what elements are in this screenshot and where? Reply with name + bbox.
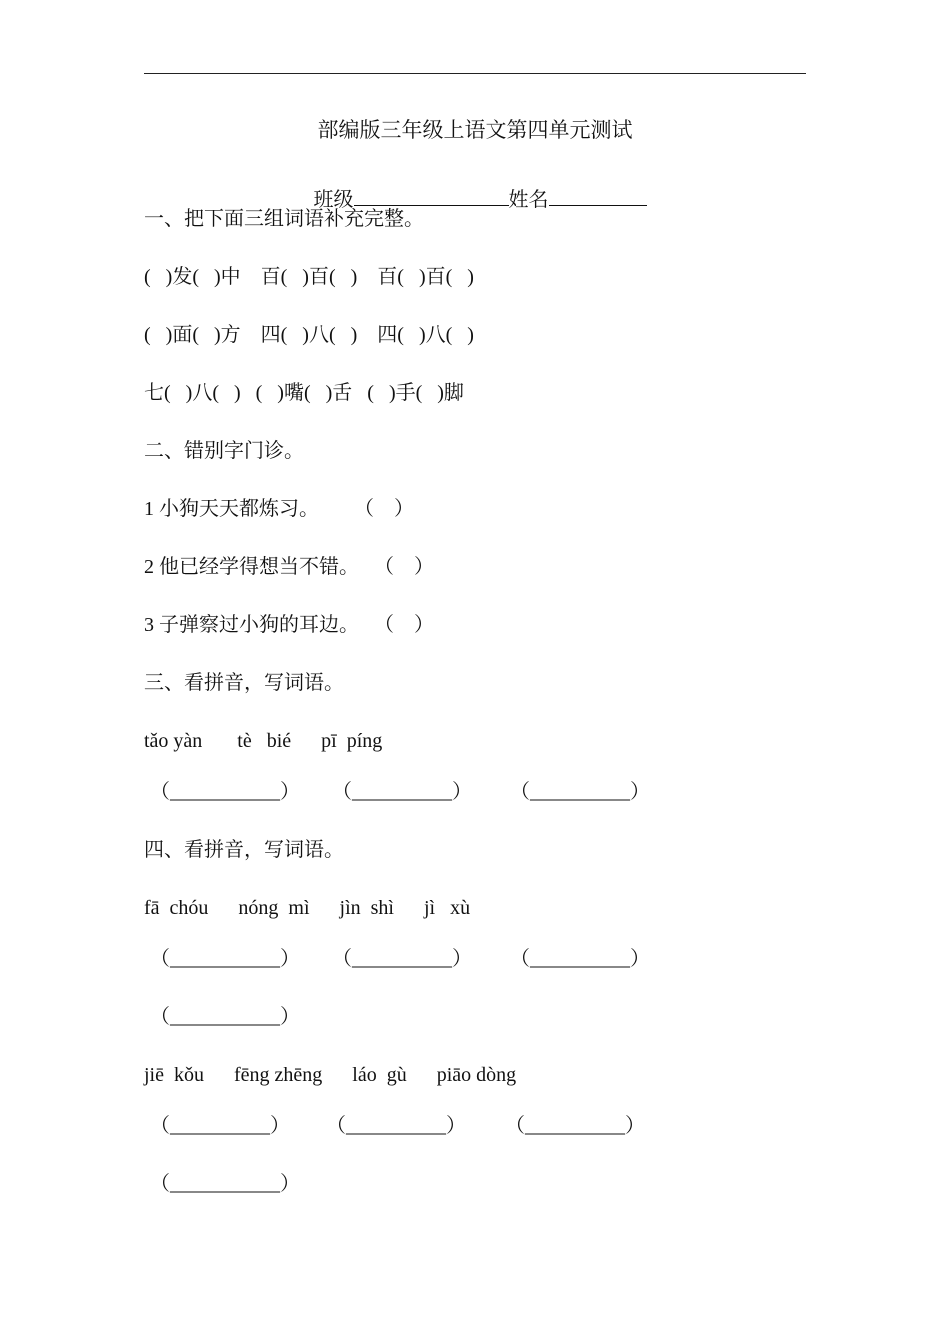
- answer-blank[interactable]: （__________）: [326, 1115, 466, 1137]
- header-rule: [144, 73, 806, 74]
- answer-blank[interactable]: （__________）: [332, 781, 472, 803]
- section-2-heading: 二、错别字门诊。: [144, 440, 304, 462]
- section-4-heading: 四、看拼音，写词语。: [144, 839, 344, 861]
- answer-blank[interactable]: （__________）: [510, 781, 650, 803]
- fill-row-1: ( )发( )中 百( )百( ) 百( )百( ): [144, 266, 474, 288]
- answer-blank[interactable]: （___________）: [150, 948, 300, 970]
- class-label: 班级: [313, 189, 354, 211]
- pinyin-row-3: jiē kǒu fēng zhēng láo gù piāo dòng: [144, 1064, 517, 1086]
- student-info-line: [0, 163, 950, 212]
- pinyin-row-1: tǎo yàn tè bié pī píng: [144, 730, 383, 752]
- answer-blank[interactable]: （___________）: [150, 1173, 300, 1195]
- name-label: 姓名: [508, 189, 549, 211]
- typo-item-2: 2 他已经学得想当不错。 （ ）: [144, 556, 434, 578]
- typo-item-1: 1 小狗天天都炼习。 （ ）: [144, 498, 414, 520]
- answer-blank[interactable]: （__________）: [510, 948, 650, 970]
- answer-blank[interactable]: （__________）: [150, 1115, 290, 1137]
- section-3-heading: 三、看拼音，写词语。: [144, 672, 344, 694]
- pinyin-row-2: fā chóu nóng mì jìn shì jì xù: [144, 897, 471, 919]
- fill-row-2: ( )面( )方 四( )八( ) 四( )八( ): [144, 324, 474, 346]
- typo-item-3: 3 子弹察过小狗的耳边。 （ ）: [144, 614, 434, 636]
- section-1-heading: 一、把下面三组词语补充完整。: [144, 208, 424, 230]
- page-title: 部编版三年级上语文第四单元测试: [317, 118, 633, 142]
- answer-blank[interactable]: （___________）: [150, 781, 300, 803]
- answer-blank[interactable]: （___________）: [150, 1006, 300, 1028]
- answer-blank[interactable]: （__________）: [332, 948, 472, 970]
- name-blank[interactable]: [549, 187, 647, 206]
- answer-blank[interactable]: （__________）: [505, 1115, 645, 1137]
- fill-row-3: 七( )八( ) ( )嘴( )舌 ( )手( )脚: [144, 382, 464, 404]
- class-blank[interactable]: [354, 187, 509, 206]
